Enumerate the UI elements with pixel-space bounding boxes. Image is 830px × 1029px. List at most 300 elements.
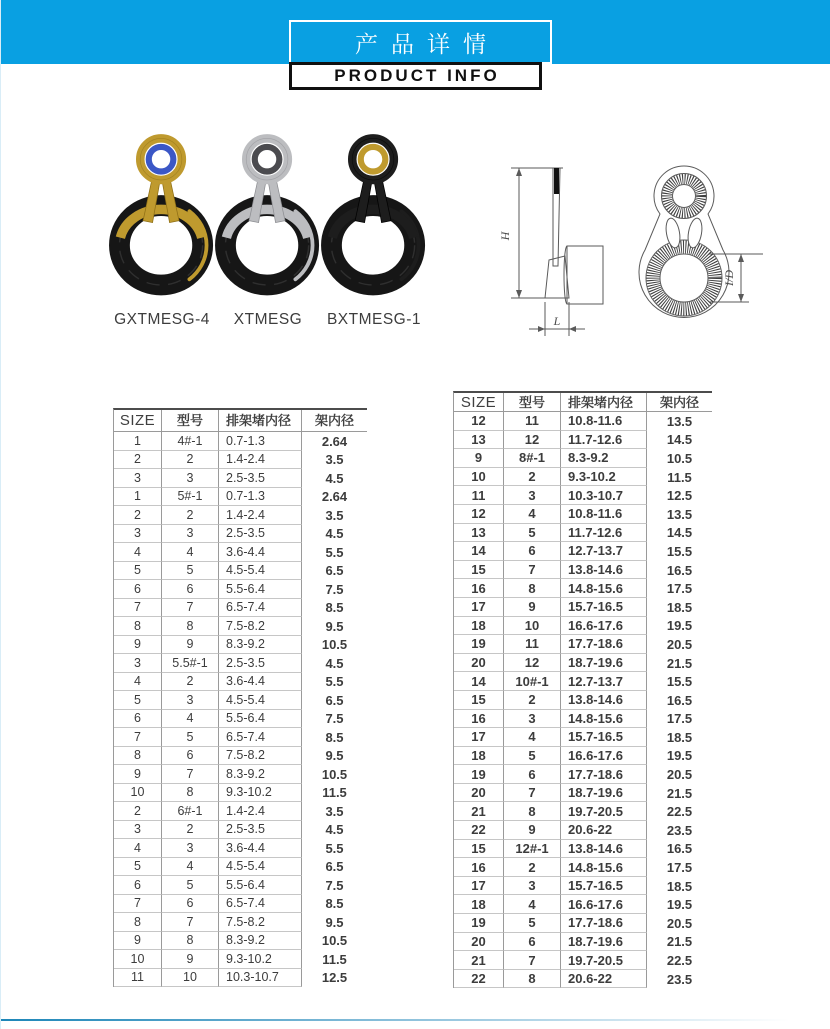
table-cell: 17.7-18.6 [561, 635, 647, 654]
table-cell: 13.5 [666, 413, 693, 429]
table-cell: 2 [162, 821, 219, 840]
table-row [114, 821, 367, 840]
table-cell: 6.5-7.4 [219, 728, 302, 747]
table-row [454, 895, 712, 914]
table-cell: 4 [504, 505, 561, 524]
table-cell: 6 [114, 876, 162, 895]
table-cell: 13.8-14.6 [561, 840, 647, 859]
table-cell: 5 [114, 562, 162, 581]
technical-drawing-svg [483, 148, 768, 350]
table-cell: 9 [504, 821, 561, 840]
table-cell: 18.7-19.6 [561, 654, 647, 673]
table-cell: 16.6-17.6 [561, 895, 647, 914]
table-cell: 6.5 [325, 859, 344, 875]
table-cell: 22 [454, 821, 504, 840]
table-cell: 2 [504, 858, 561, 877]
table-cell: 8#-1 [504, 449, 561, 468]
table-cell: 10.5 [321, 933, 348, 949]
table-header-cell: 型号 [162, 410, 219, 432]
table-cell: 5 [504, 914, 561, 933]
table-cell: 1 [114, 432, 162, 451]
table-cell: 20.6-22 [561, 970, 647, 989]
table-cell: 6 [504, 765, 561, 784]
table-cell: 7.5-8.2 [219, 747, 302, 766]
table-cell: 19.5 [666, 618, 693, 634]
table-cell: 21 [454, 802, 504, 821]
table-cell: 9.3-10.2 [219, 784, 302, 803]
table-cell: 2 [162, 451, 219, 470]
table-cell: 19 [454, 765, 504, 784]
table-cell: 12.5 [666, 488, 693, 504]
table-row [114, 543, 367, 562]
table-cell: 5 [162, 562, 219, 581]
table-cell: 8.5 [325, 600, 344, 616]
table-cell: 9 [454, 449, 504, 468]
dimension-id-label: I/D [722, 270, 736, 286]
table-cell: 1.4-2.4 [219, 506, 302, 525]
table-cell: 18 [454, 617, 504, 636]
table-cell: 8 [114, 617, 162, 636]
table-row [454, 765, 712, 784]
table-cell: 22 [454, 970, 504, 989]
table-row [114, 969, 367, 988]
table-row [454, 635, 712, 654]
table-cell: 6.5 [325, 692, 344, 708]
product-figure [319, 128, 429, 329]
table-row [114, 506, 367, 525]
table-row [114, 691, 367, 710]
table-cell: 5.5#-1 [162, 654, 219, 673]
table-header-cell: 架内径 [302, 410, 367, 432]
table-cell: 8.3-9.2 [219, 932, 302, 951]
table-cell: 2 [504, 468, 561, 487]
table-cell: 16.6-17.6 [561, 747, 647, 766]
table-row [114, 617, 367, 636]
table-cell: 5 [114, 858, 162, 877]
table-cell: 4.5-5.4 [219, 858, 302, 877]
table-row [454, 840, 712, 859]
table-cell: 8 [162, 617, 219, 636]
table-cell: 11.7-12.6 [561, 524, 647, 543]
table-cell: 16 [454, 579, 504, 598]
table-header-cell: 架内径 [647, 393, 712, 412]
table-row [114, 525, 367, 544]
table-row [114, 488, 367, 507]
table-cell: 4.5-5.4 [219, 562, 302, 581]
table-cell: 11 [454, 486, 504, 505]
table-cell: 5.5-6.4 [219, 580, 302, 599]
product-item [319, 128, 429, 328]
table-row [114, 599, 367, 618]
table-cell: 14.5 [666, 432, 693, 448]
table-cell: 7 [504, 951, 561, 970]
table-cell: 4 [162, 710, 219, 729]
table-row [114, 839, 367, 858]
table-row [454, 617, 712, 636]
table-cell: 11 [504, 635, 561, 654]
table-row [114, 895, 367, 914]
table-cell: 5.5 [325, 674, 344, 690]
table-row [454, 579, 712, 598]
table-row [454, 449, 712, 468]
table-cell: 5 [114, 691, 162, 710]
table-cell: 2.5-3.5 [219, 821, 302, 840]
table-cell: 7.5-8.2 [219, 617, 302, 636]
table-cell: 15 [454, 561, 504, 580]
product-model-label: BXTMESG-1 [326, 311, 422, 328]
table-row [114, 747, 367, 766]
table-row [454, 412, 712, 431]
table-cell: 7 [162, 765, 219, 784]
table-cell: 5.5-6.4 [219, 710, 302, 729]
table-row [454, 654, 712, 673]
table-row [114, 710, 367, 729]
table-cell: 6.5-7.4 [219, 895, 302, 914]
table-cell: 7 [114, 895, 162, 914]
table-cell: 9 [114, 932, 162, 951]
table-cell: 2.5-3.5 [219, 654, 302, 673]
table-cell: 2 [114, 506, 162, 525]
table-row [114, 654, 367, 673]
table-cell: 0.7-1.3 [219, 488, 302, 507]
table-cell: 3 [114, 469, 162, 488]
table-cell: 16 [454, 858, 504, 877]
table-cell: 10.8-11.6 [561, 412, 647, 431]
table-cell: 21.5 [666, 655, 693, 671]
table-cell: 1.4-2.4 [219, 802, 302, 821]
table-cell: 21.5 [666, 785, 693, 801]
table-cell: 20.6-22 [561, 821, 647, 840]
technical-drawing [483, 148, 768, 350]
table-cell: 10 [504, 617, 561, 636]
table-header-cell: 排架堵内径 [219, 410, 302, 432]
table-cell: 18.5 [666, 878, 693, 894]
table-cell: 15.5 [666, 674, 693, 690]
table-cell: 14.8-15.6 [561, 579, 647, 598]
table-cell: 11 [504, 412, 561, 431]
table-cell: 15 [454, 691, 504, 710]
table-cell: 11.5 [667, 469, 692, 485]
product-figure [107, 128, 217, 329]
table-cell: 3 [162, 839, 219, 858]
table-cell: 18.7-19.6 [561, 784, 647, 803]
table-cell: 17 [454, 877, 504, 896]
table-cell: 4.5 [325, 822, 344, 838]
product-item [107, 128, 217, 328]
table-row [454, 486, 712, 505]
table-cell: 5 [162, 728, 219, 747]
table-cell: 18 [454, 895, 504, 914]
table-cell: 4.5-5.4 [219, 691, 302, 710]
table-header-row [114, 410, 367, 432]
table-cell: 5 [162, 876, 219, 895]
table-cell: 3 [114, 821, 162, 840]
table-cell: 9 [504, 598, 561, 617]
table-cell: 5.5-6.4 [219, 876, 302, 895]
table-cell: 3.6-4.4 [219, 839, 302, 858]
table-row [454, 858, 712, 877]
table-cell: 2.64 [321, 489, 348, 505]
table-cell: 9.5 [325, 914, 344, 930]
table-cell: 4 [504, 728, 561, 747]
table-cell: 17.5 [666, 581, 693, 597]
table-row [454, 524, 712, 543]
table-cell: 5 [504, 747, 561, 766]
table-cell: 7 [162, 913, 219, 932]
table-cell: 16.5 [666, 562, 693, 578]
table-cell: 9.5 [325, 748, 344, 764]
table-row [114, 802, 367, 821]
table-cell: 14 [454, 542, 504, 561]
guide-ring-image [213, 128, 323, 302]
table-cell: 6 [114, 710, 162, 729]
table-cell: 7 [162, 599, 219, 618]
table-cell: 12 [454, 505, 504, 524]
table-cell: 19 [454, 635, 504, 654]
table-cell: 10.5 [321, 637, 348, 653]
table-cell: 13 [454, 431, 504, 450]
table-cell: 12 [504, 654, 561, 673]
table-cell: 11 [114, 969, 162, 988]
table-cell: 23.5 [666, 971, 693, 987]
table-cell: 14 [454, 672, 504, 691]
table-cell: 17.5 [666, 711, 693, 727]
table-cell: 6.5 [325, 563, 344, 579]
table-cell: 3 [504, 486, 561, 505]
table-cell: 8.3-9.2 [219, 636, 302, 655]
table-cell: 9.3-10.2 [219, 950, 302, 969]
table-row [114, 636, 367, 655]
table-row [454, 468, 712, 487]
table-cell: 1 [114, 488, 162, 507]
table-cell: 5#-1 [162, 488, 219, 507]
table-cell: 4#-1 [162, 432, 219, 451]
table-cell: 3.6-4.4 [219, 543, 302, 562]
table-cell: 3 [162, 691, 219, 710]
table-cell: 3 [504, 710, 561, 729]
table-cell: 7 [114, 599, 162, 618]
product-detail-title-zh-box [289, 20, 552, 64]
table-cell: 19.5 [666, 748, 693, 764]
table-row [454, 802, 712, 821]
table-cell: 19.7-20.5 [561, 951, 647, 970]
product-item [213, 128, 323, 328]
table-row [114, 784, 367, 803]
table-header-row [454, 393, 712, 412]
table-cell: 2 [114, 451, 162, 470]
table-cell: 11.5 [322, 951, 347, 967]
table-cell: 19 [454, 914, 504, 933]
product-model-label: GXTMESG-4 [114, 311, 210, 328]
table-row [114, 469, 367, 488]
table-cell: 3 [114, 525, 162, 544]
table-cell: 14.5 [666, 525, 693, 541]
table-row [454, 784, 712, 803]
table-cell: 13.5 [666, 506, 693, 522]
table-cell: 16.5 [666, 692, 693, 708]
product-detail-title-zh: 产品详情 [355, 30, 499, 57]
product-figure [213, 128, 323, 329]
table-cell: 1.4-2.4 [219, 451, 302, 470]
table-cell: 8 [504, 970, 561, 989]
table-cell: 7 [504, 784, 561, 803]
table-cell: 20 [454, 933, 504, 952]
table-cell: 9.5 [325, 618, 344, 634]
table-row [114, 876, 367, 895]
table-cell: 15.7-16.5 [561, 728, 647, 747]
table-cell: 6.5-7.4 [219, 599, 302, 618]
table-cell: 3.6-4.4 [219, 673, 302, 692]
table-cell: 4.5 [325, 655, 344, 671]
table-row [114, 728, 367, 747]
table-row [114, 858, 367, 877]
table-cell: 2.5-3.5 [219, 525, 302, 544]
table-cell: 15.7-16.5 [561, 877, 647, 896]
table-cell: 17.7-18.6 [561, 914, 647, 933]
table-cell: 10 [114, 950, 162, 969]
table-cell: 8.3-9.2 [561, 449, 647, 468]
dimension-h-label: H [498, 231, 512, 241]
table-cell: 6 [162, 580, 219, 599]
table-cell: 21 [454, 951, 504, 970]
table-cell: 4.5 [325, 526, 344, 542]
table-row [454, 672, 712, 691]
table-cell: 12.7-13.7 [561, 672, 647, 691]
table-cell: 7.5 [325, 877, 344, 893]
table-cell: 18 [454, 747, 504, 766]
table-cell: 10 [162, 969, 219, 988]
table-cell: 12.7-13.7 [561, 542, 647, 561]
table-cell: 18.7-19.6 [561, 933, 647, 952]
table-cell: 10#-1 [504, 672, 561, 691]
table-cell: 9 [162, 950, 219, 969]
table-cell: 8 [114, 747, 162, 766]
table-cell: 5.5 [325, 840, 344, 856]
table-cell: 8.5 [325, 729, 344, 745]
table-cell: 4 [114, 673, 162, 692]
banner [1, 0, 830, 85]
table-cell: 10 [114, 784, 162, 803]
table-cell: 12 [454, 412, 504, 431]
product-detail-title-en: PRODUCT INFO [334, 66, 500, 85]
table-cell: 3 [162, 469, 219, 488]
table-cell: 16.6-17.6 [561, 617, 647, 636]
table-cell: 11.5 [322, 785, 347, 801]
table-cell: 17 [454, 598, 504, 617]
table-cell: 8 [162, 784, 219, 803]
table-row [454, 728, 712, 747]
table-row [454, 598, 712, 617]
table-row [454, 914, 712, 933]
table-cell: 10.3-10.7 [219, 969, 302, 988]
table-cell: 13.8-14.6 [561, 691, 647, 710]
product-detail-title-en-box [289, 62, 542, 90]
size-table-left [113, 408, 367, 987]
table-cell: 20 [454, 654, 504, 673]
table-cell: 6#-1 [162, 802, 219, 821]
table-cell: 8 [504, 802, 561, 821]
table-row [114, 765, 367, 784]
table-cell: 10.5 [666, 450, 693, 466]
table-cell: 2 [504, 691, 561, 710]
table-cell: 3 [114, 654, 162, 673]
table-cell: 2 [162, 673, 219, 692]
table-cell: 9 [162, 636, 219, 655]
table-cell: 6 [504, 542, 561, 561]
table-cell: 7 [504, 561, 561, 580]
table-cell: 15 [454, 840, 504, 859]
table-cell: 22.5 [666, 953, 693, 969]
table-cell: 13.8-14.6 [561, 561, 647, 580]
table-cell: 4.5 [325, 470, 344, 486]
table-cell: 7 [114, 728, 162, 747]
table-cell: 19.7-20.5 [561, 802, 647, 821]
table-cell: 8 [162, 932, 219, 951]
table-row [114, 451, 367, 470]
dimension-l-label: L [553, 314, 561, 328]
table-cell: 10 [454, 468, 504, 487]
table-cell: 4 [114, 839, 162, 858]
table-cell: 10.3-10.7 [561, 486, 647, 505]
table-cell: 6 [504, 933, 561, 952]
table-row [454, 933, 712, 952]
table-row [114, 432, 367, 451]
table-cell: 4 [162, 858, 219, 877]
table-header-cell: SIZE [114, 410, 162, 432]
table-row [454, 691, 712, 710]
table-cell: 12#-1 [504, 840, 561, 859]
table-cell: 6 [162, 895, 219, 914]
table-cell: 8.3-9.2 [219, 765, 302, 784]
table-row [114, 580, 367, 599]
table-cell: 4 [162, 543, 219, 562]
table-cell: 5.5 [325, 544, 344, 560]
table-cell: 2.64 [321, 433, 348, 449]
table-cell: 11.7-12.6 [561, 431, 647, 450]
table-cell: 20 [454, 784, 504, 803]
table-cell: 7.5 [325, 581, 344, 597]
table-cell: 8 [114, 913, 162, 932]
table-row [114, 950, 367, 969]
table-cell: 20.5 [666, 915, 693, 931]
table-row [114, 673, 367, 692]
bottom-ring-stipple [653, 247, 715, 309]
guide-ring-image [107, 128, 217, 302]
table-cell: 2 [114, 802, 162, 821]
table-cell: 12 [504, 431, 561, 450]
table-cell: 17.7-18.6 [561, 765, 647, 784]
table-cell: 14.8-15.6 [561, 710, 647, 729]
table-cell: 18.5 [666, 729, 693, 745]
table-row [454, 970, 712, 989]
table-cell: 18.5 [666, 599, 693, 615]
table-cell: 16.5 [666, 841, 693, 857]
table-cell: 21.5 [666, 934, 693, 950]
table-cell: 20.5 [666, 636, 693, 652]
size-table-right [453, 391, 712, 988]
table-cell: 17 [454, 728, 504, 747]
table-cell: 17.5 [666, 860, 693, 876]
table-cell: 15.5 [666, 543, 693, 559]
table-row [454, 505, 712, 524]
table-row [454, 821, 712, 840]
product-gallery [107, 128, 447, 328]
table-cell: 2.5-3.5 [219, 469, 302, 488]
table-cell: 9 [114, 636, 162, 655]
table-cell: 15.7-16.5 [561, 598, 647, 617]
table-cell: 9.3-10.2 [561, 468, 647, 487]
table-cell: 3 [504, 877, 561, 896]
